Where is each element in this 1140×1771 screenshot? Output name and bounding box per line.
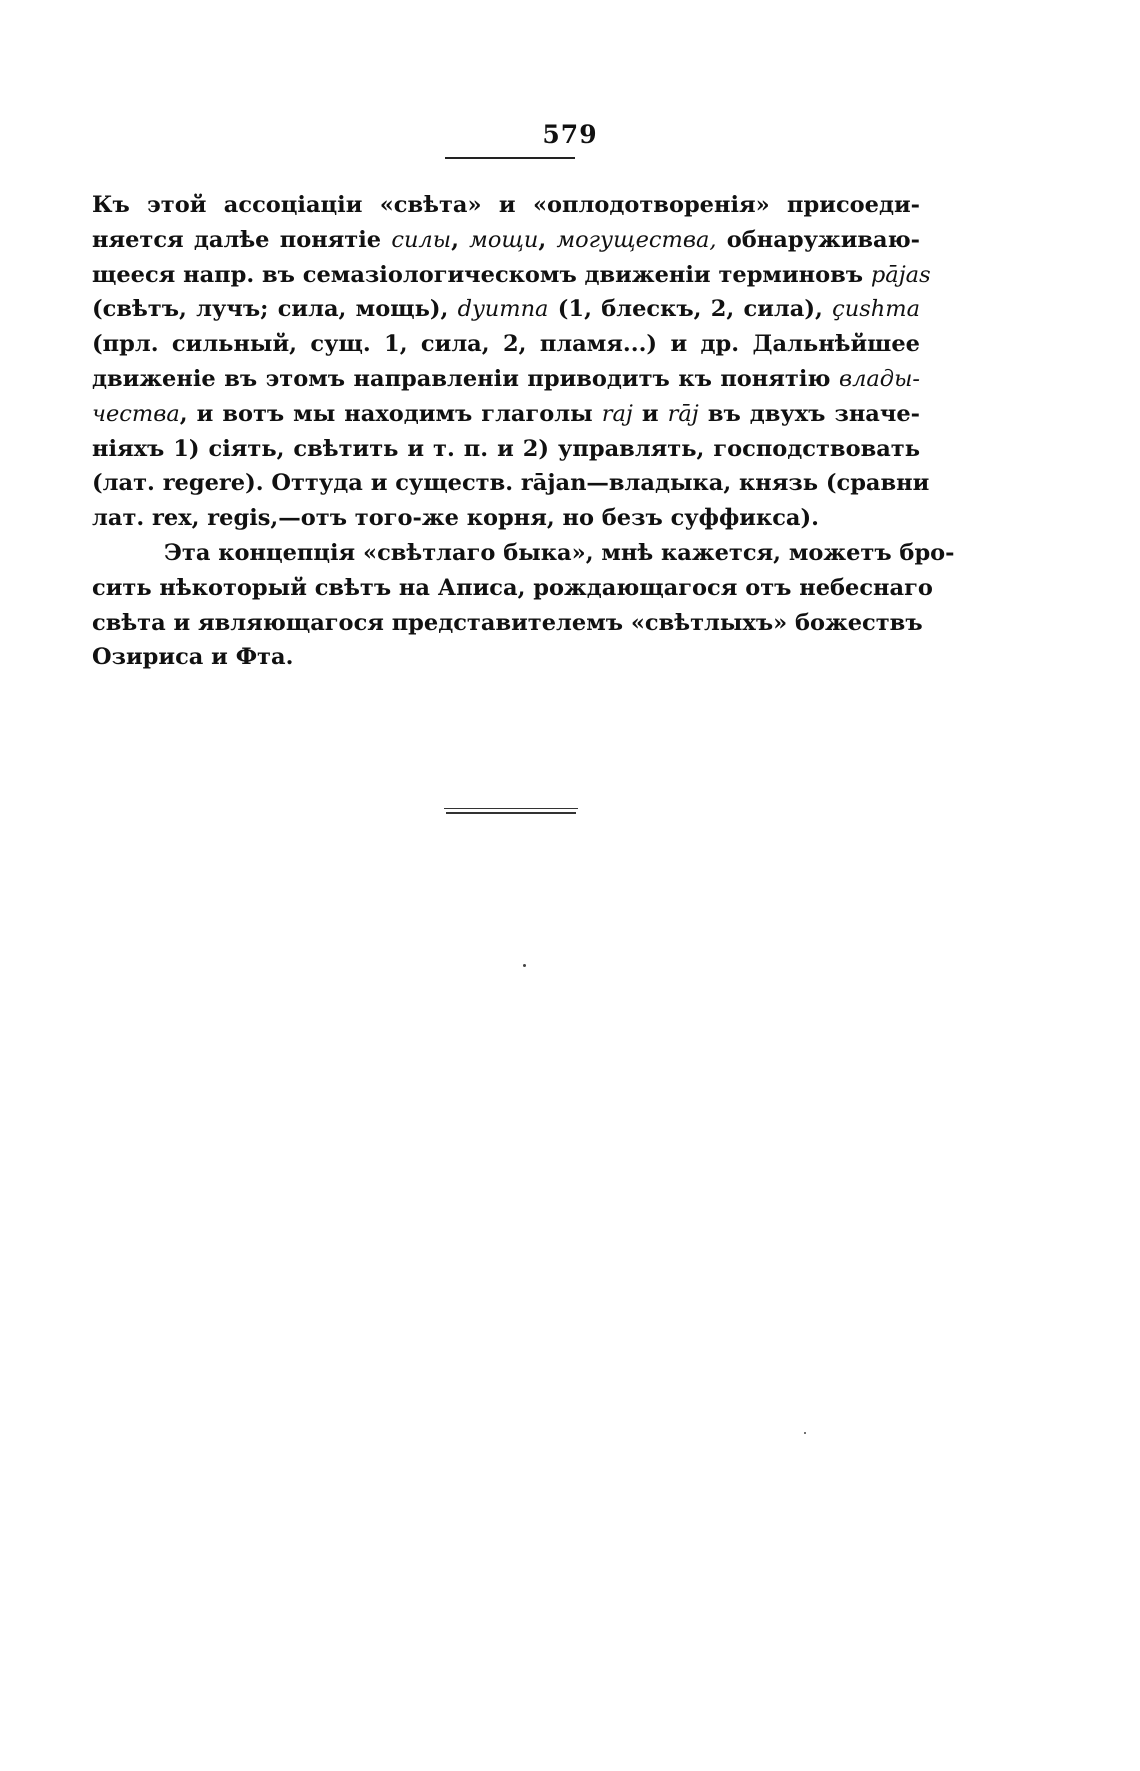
text-line: щееся напр. въ семазіологическомъ движеніи терминовъ pājas xyxy=(92,261,931,288)
text-line: движеніе въ этомъ направленіи приводитъ къ понятію влады- xyxy=(92,365,920,392)
text-line: свѣта и являющагося представителемъ «свѣтлыхъ» божествъ xyxy=(92,609,923,636)
paragraph xyxy=(92,188,931,536)
end-ornament xyxy=(444,808,578,814)
text-line: чества, и вотъ мы находимъ глаголы raj и rāj въ двухъ значе- xyxy=(92,400,920,427)
text-line: лат. rex, regis,—отъ того-же корня, но безъ суффикса). xyxy=(92,505,819,532)
italic-term: rāj xyxy=(667,400,699,427)
italic-term: чества xyxy=(92,400,180,427)
italic-term: dyumna xyxy=(457,296,549,323)
italic-term: raj xyxy=(601,400,633,427)
italic-term: çushma xyxy=(832,296,921,323)
text-line: сить нѣкоторый свѣтъ на Аписа, рождающагося отъ небеснаго xyxy=(92,574,933,601)
text-line: (лат. regere). Оттуда и существ. rājan—владыка, князь (сравни xyxy=(92,470,930,497)
page-number: 579 xyxy=(542,120,598,149)
text-line: (свѣтъ, лучъ; сила, мощь), dyumna (1, блескъ, 2, сила), çushma xyxy=(92,296,921,323)
text-line: Эта концепція «свѣтлаго быка», мнѣ кажется, можетъ бро- xyxy=(164,539,955,566)
italic-term: влады- xyxy=(838,365,920,392)
text-line: Къ этой ассоціаціи «свѣта» и «оплодотворенія» присоеди- xyxy=(92,192,920,218)
text-line: ніяхъ 1) сіять, свѣтить и т. п. и 2) управлять, господствовать xyxy=(92,435,920,462)
italic-term: силы xyxy=(391,226,452,253)
italic-term: могущества, xyxy=(556,226,717,253)
text-line: Озириса и Фта. xyxy=(92,644,294,671)
body-text xyxy=(92,188,955,675)
text-line: (прл. сильный, сущ. 1, сила, 2, пламя...) и др. Дальнѣйшее xyxy=(92,331,920,358)
italic-term: pājas xyxy=(870,261,931,288)
header-rule xyxy=(445,157,575,159)
scan-speck xyxy=(523,964,526,967)
scan-speck xyxy=(804,1432,806,1434)
text-line: няется далѣе понятіе силы, мощи, могущества, обнаруживаю- xyxy=(92,226,920,253)
italic-term: мощи xyxy=(469,226,539,253)
paragraph xyxy=(92,536,955,675)
